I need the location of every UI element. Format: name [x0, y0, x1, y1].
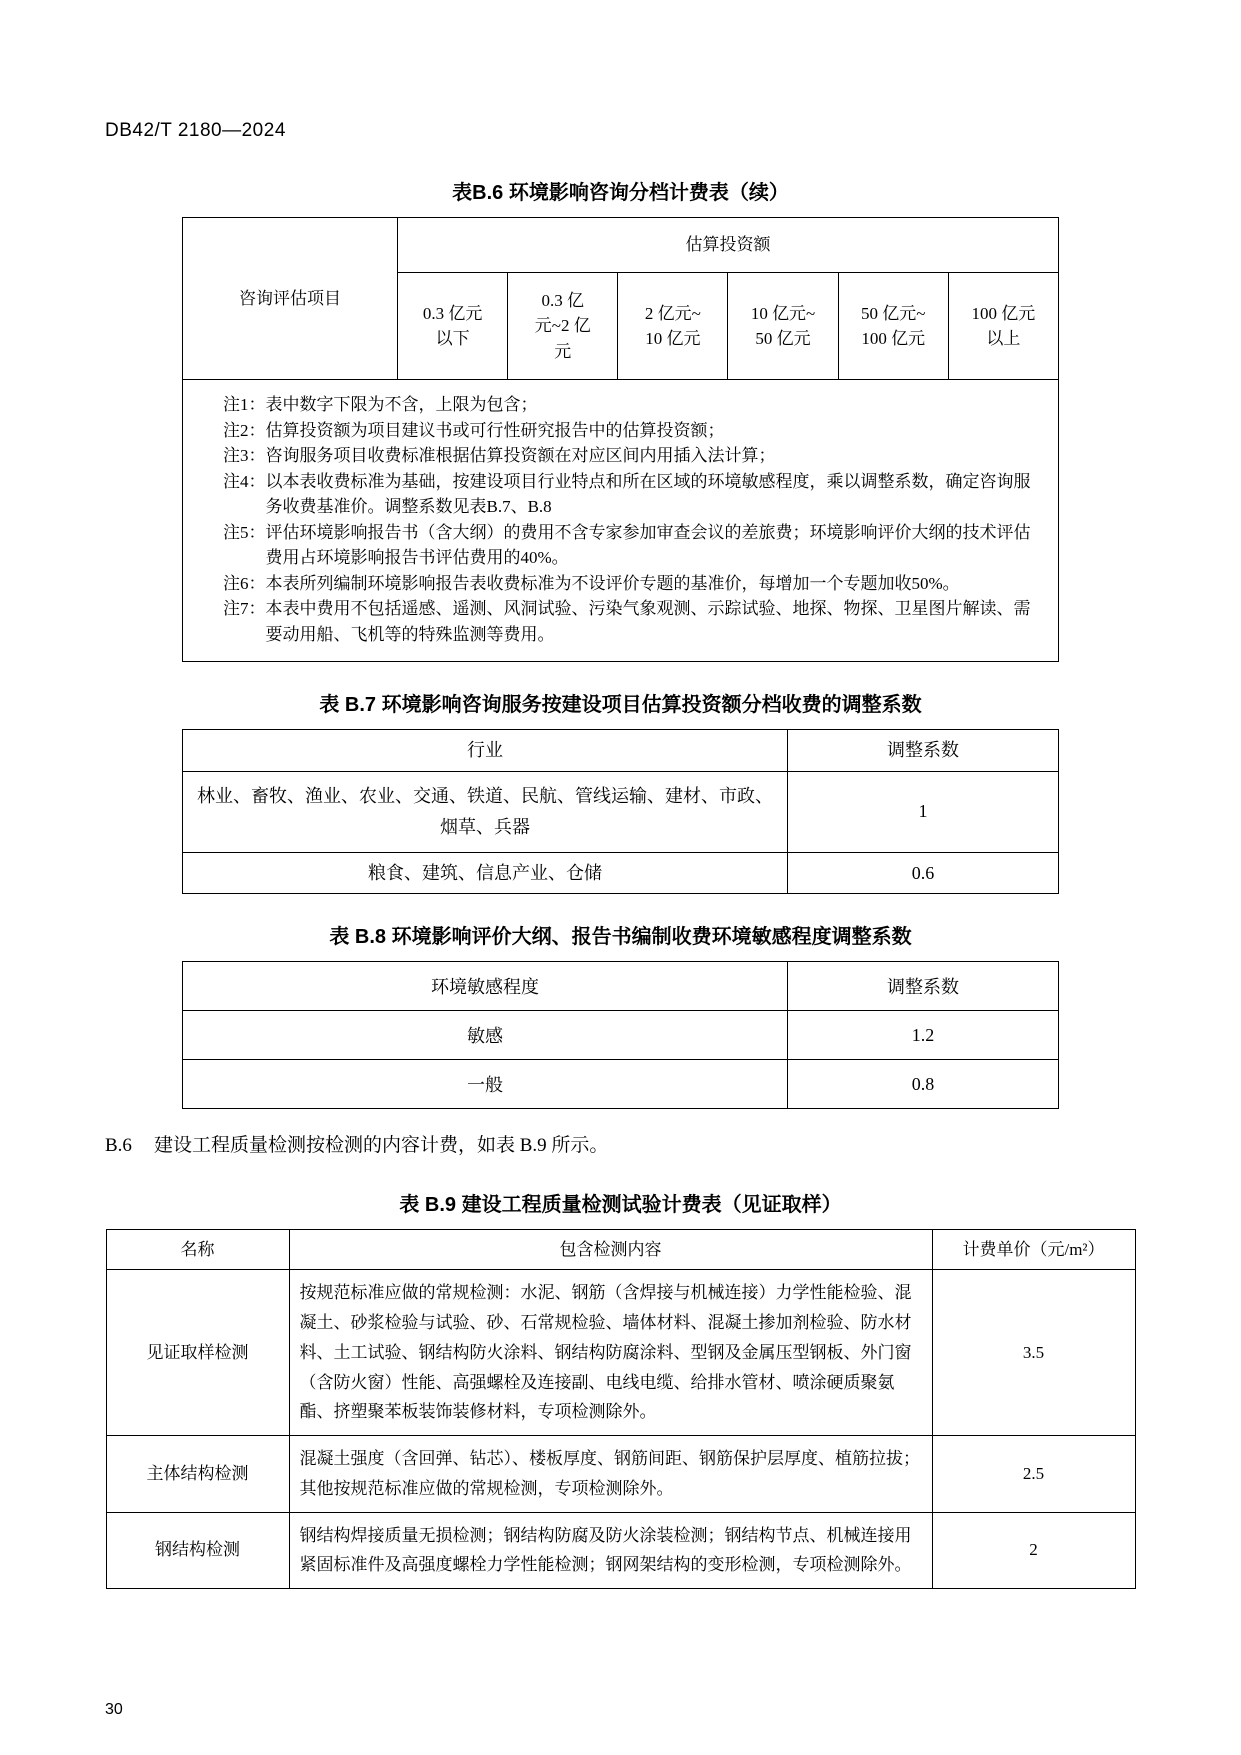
table-b8 — [182, 961, 1059, 1109]
table-row — [183, 771, 1059, 852]
table-b6-col-1 — [398, 273, 508, 380]
table-row — [183, 1011, 1059, 1060]
note-text: 估算投资额为项目建议书或可行性研究报告中的估算投资额； — [265, 420, 725, 440]
note-item — [197, 469, 1044, 520]
table-row — [183, 1060, 1059, 1109]
note-text: 表中数字下限为不含，上限为包含； — [265, 395, 538, 414]
note-label: 注4： — [223, 471, 266, 491]
table-b8-factor-2: 0.8 — [788, 1060, 1059, 1109]
note-text: 以本表收费标准为基础，按建设项目行业特点和所在区域的环境敏感程度，乘以调整系数，确定咨询服务收费基准价。调整系数见表B.7、B.8 — [265, 471, 1031, 516]
col-line: 50 亿元 — [755, 329, 811, 348]
table-b9-price-2: 2.5 — [932, 1436, 1135, 1513]
note-item — [197, 418, 1044, 444]
table-b7-header-industry: 行业 — [183, 730, 788, 772]
note-text: 本表所列编制环境影响报告表收费标准为不设评价专题的基准价，每增加一个专题加收50%。 — [265, 573, 960, 593]
note-item — [197, 596, 1044, 647]
table-row — [106, 1436, 1135, 1513]
col-line: 以下 — [435, 329, 470, 348]
table-b7 — [182, 729, 1059, 894]
table-b7-header-factor: 调整系数 — [788, 730, 1059, 772]
table-b9-header-content: 包含检测内容 — [289, 1229, 932, 1270]
table-row — [183, 730, 1059, 772]
table-b7-factor-2: 0.6 — [788, 852, 1059, 894]
table-row — [106, 1229, 1135, 1270]
table-b8-header-level: 环境敏感程度 — [183, 962, 788, 1011]
note-label: 注3： — [223, 446, 266, 465]
table-b6-col-2 — [508, 273, 618, 380]
table-b6 — [182, 217, 1059, 662]
table-b9-caption: 表 B.9 建设工程质量检测试验计费表（见证取样） — [399, 1193, 842, 1216]
col-line: 100 亿元 — [971, 303, 1036, 323]
table-row — [106, 1270, 1135, 1436]
table-b8-caption: 表 B.8 环境影响评价大纲、报告书编制收费环境敏感程度调整系数 — [329, 926, 912, 949]
table-b9-price-3: 2 — [932, 1512, 1135, 1589]
col-line: 100 亿元 — [861, 329, 926, 348]
table-b9-price-1: 3.5 — [932, 1270, 1135, 1436]
col-line: 以上 — [986, 329, 1021, 348]
paragraph-b6-text: 建设工程质量检测按检测的内容计费，如表 B.9 所示。 — [153, 1135, 609, 1157]
note-label: 注7： — [223, 599, 266, 618]
table-b9-content-1: 按规范标准应做的常规检测：水泥、钢筋（含焊接与机械连接）力学性能检验、混凝土、砂浆检验与试验、砂、石常规检验、墙体材料、混凝土掺加剂检验、防水材料、土工试验、钢结构防火涂料、钢结构防腐涂料、型钢及金属压型钢板、外门窗（含防火窗）性能、高强螺栓及连接副、电线电缆、给排水管材、喷涂硬质聚氨酯、挤塑聚苯板装饰装修材料，专项检测除外。 — [289, 1270, 932, 1436]
table-b6-project-header: 咨询评估项目 — [183, 218, 398, 380]
note-label: 注2： — [223, 420, 266, 440]
table-b6-col-3 — [618, 273, 728, 380]
col-line: 0.3 亿 — [541, 290, 584, 310]
paragraph-b6-number: B.6 — [105, 1135, 132, 1157]
table-row — [183, 218, 1059, 273]
note-label: 注1： — [223, 395, 266, 414]
col-line: 50 亿元~ — [860, 303, 926, 323]
table-row — [183, 380, 1059, 662]
table-b9-name-1: 见证取样检测 — [106, 1270, 289, 1436]
col-line: 10 亿元~ — [750, 303, 816, 323]
note-item — [197, 443, 1044, 469]
table-b7-caption: 表 B.7 环境影响咨询服务按建设项目估算投资额分档收费的调整系数 — [319, 694, 922, 716]
table-b9-content-3: 钢结构焊接质量无损检测；钢结构防腐及防火涂装检测；钢结构节点、机械连接用紧固标准件及高强度螺栓力学性能检测；钢网架结构的变形检测，专项检测除外。 — [289, 1512, 932, 1589]
paragraph-b6 — [105, 1131, 1136, 1161]
table-row — [183, 962, 1059, 1011]
table-b9-header-name: 名称 — [106, 1229, 289, 1270]
table-row — [183, 852, 1059, 894]
table-b7-industry-2: 粮食、建筑、信息产业、仓储 — [183, 852, 788, 894]
table-b9-name-2: 主体结构检测 — [106, 1436, 289, 1513]
table-b6-col-6 — [948, 273, 1058, 380]
table-b8-factor-1: 1.2 — [788, 1011, 1059, 1060]
col-line: 元 — [554, 341, 572, 361]
note-text: 本表中费用不包括遥感、遥测、风洞试验、污染气象观测、示踪试验、地探、物探、卫星图片解读、需要动用船、飞机等的特殊监测等费用。 — [265, 599, 1031, 644]
note-label: 注6： — [223, 573, 266, 593]
table-b8-header-factor: 调整系数 — [788, 962, 1059, 1011]
note-label: 注5： — [223, 522, 266, 542]
table-b6-col-5 — [838, 273, 948, 380]
page-header: DB42/T 2180—2024 — [105, 120, 286, 141]
table-b6-notes — [183, 380, 1059, 662]
note-item — [197, 520, 1044, 571]
table-b9 — [106, 1229, 1136, 1590]
table-row — [106, 1512, 1135, 1589]
table-b9-content-2: 混凝土强度（含回弹、钻芯）、楼板厚度、钢筋间距、钢筋保护层厚度、植筋拉拔；其他按规范标准应做的常规检测，专项检测除外。 — [289, 1436, 932, 1513]
table-b8-level-2: 一般 — [183, 1060, 788, 1109]
table-b8-level-1: 敏感 — [183, 1011, 788, 1060]
col-line: 元~2 亿 — [534, 316, 591, 336]
table-b6-col-4 — [728, 273, 838, 380]
table-b6-group-header: 估算投资额 — [398, 218, 1059, 273]
table-b7-industry-1: 林业、畜牧、渔业、农业、交通、铁道、民航、管线运输、建材、市政、烟草、兵器 — [183, 771, 788, 852]
note-item — [197, 571, 1044, 597]
note-item — [197, 392, 1044, 418]
note-text: 评估环境影响报告书（含大纲）的费用不含专家参加审查会议的差旅费；环境影响评价大纲的技术评估费用占环境影响报告书评估费用的40%。 — [265, 522, 1031, 567]
table-b9-name-3: 钢结构检测 — [106, 1512, 289, 1589]
table-b9-header-price: 计费单价（元/m²） — [932, 1229, 1135, 1270]
table-b7-factor-1: 1 — [788, 771, 1059, 852]
page-number: 30 — [105, 1701, 123, 1718]
col-line: 2 亿元~ — [644, 303, 701, 323]
col-line: 0.3 亿元 — [422, 303, 483, 323]
col-line: 10 亿元 — [645, 329, 701, 348]
note-text: 咨询服务项目收费标准根据估算投资额在对应区间内用插入法计算； — [265, 446, 776, 465]
table-b6-caption: 表B.6 环境影响咨询分档计费表（续） — [452, 182, 789, 204]
